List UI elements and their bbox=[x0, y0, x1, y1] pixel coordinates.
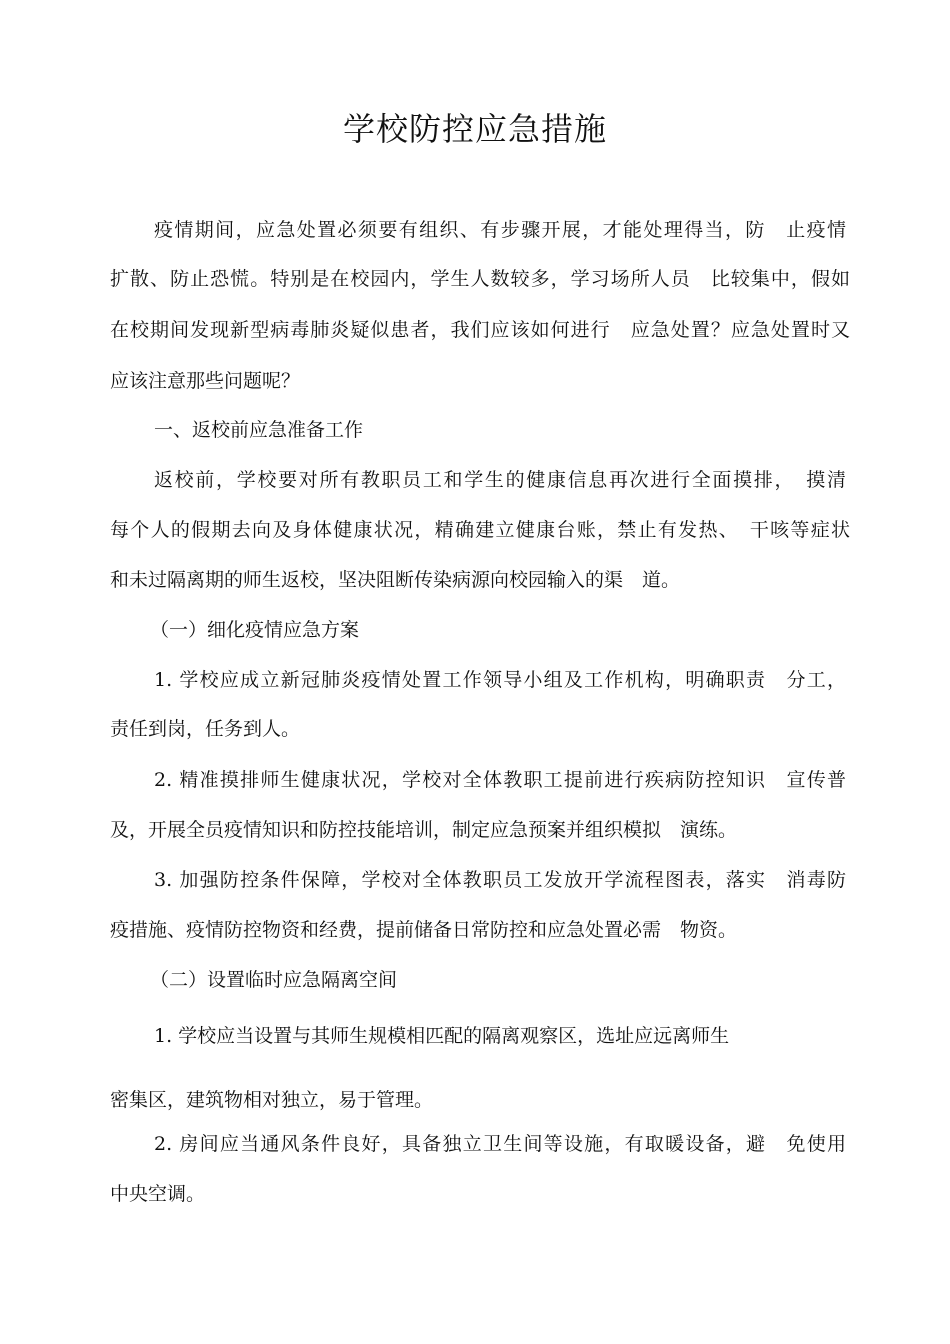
document-title: 学校防控应急措施 bbox=[342, 110, 607, 148]
list-item-line: 1. 学校应当设置与其师生规模相匹配的隔离观察区，选址应远离师生 bbox=[154, 1025, 730, 1047]
list-item-line: 责任到岗，任务到人。 bbox=[110, 718, 301, 740]
paragraph-line: 扩散、防止恐慌。特别是在校园内，学生人数较多，学习场所人员 比较集中，假如 bbox=[110, 268, 850, 290]
list-item-line: 中央空调。 bbox=[110, 1183, 206, 1205]
paragraph-line: 疫情期间，应急处置必须要有组织、有步骤开展，才能处理得当，防 止疫情 bbox=[154, 219, 846, 241]
paragraph-line: 返校前，学校要对所有教职员工和学生的健康信息再次进行全面摸排， 摸清 bbox=[154, 469, 846, 491]
paragraph-line: 和未过隔离期的师生返校，坚决阻断传染病源向校园输入的渠 道。 bbox=[110, 569, 681, 591]
paragraph-line: 每个人的假期去向及身体健康状况，精确建立健康台账，禁止有发热、 干咳等症状 bbox=[110, 519, 850, 541]
list-item-line: 1. 学校应成立新冠肺炎疫情处置工作领导小组及工作机构，明确职责 分工， bbox=[154, 669, 846, 691]
paragraph-line: 应该注意那些问题呢？ bbox=[110, 370, 301, 392]
list-item-line: 及，开展全员疫情知识和防控技能培训，制定应急预案并组织模拟 演练。 bbox=[110, 819, 738, 841]
list-item-line: 2. 精准摸排师生健康状况，学校对全体教职工提前进行疾病防控知识 宣传普 bbox=[154, 769, 846, 791]
subsection-heading: （一）细化疫情应急方案 bbox=[150, 619, 360, 641]
section-heading: 一、返校前应急准备工作 bbox=[154, 419, 364, 441]
list-item-line: 2. 房间应当通风条件良好，具备独立卫生间等设施，有取暖设备，避 免使用 bbox=[154, 1133, 846, 1155]
list-item-line: 密集区，建筑物相对独立，易于管理。 bbox=[110, 1089, 434, 1111]
paragraph-line: 在校期间发现新型病毒肺炎疑似患者，我们应该如何进行 应急处置？应急处置时又 bbox=[110, 319, 850, 341]
subsection-heading: （二）设置临时应急隔离空间 bbox=[150, 969, 398, 991]
list-item-line: 疫措施、疫情防控物资和经费，提前储备日常防控和应急处置必需 物资。 bbox=[110, 919, 738, 941]
list-item-line: 3. 加强防控条件保障，学校对全体教职员工发放开学流程图表，落实 消毒防 bbox=[154, 869, 846, 891]
